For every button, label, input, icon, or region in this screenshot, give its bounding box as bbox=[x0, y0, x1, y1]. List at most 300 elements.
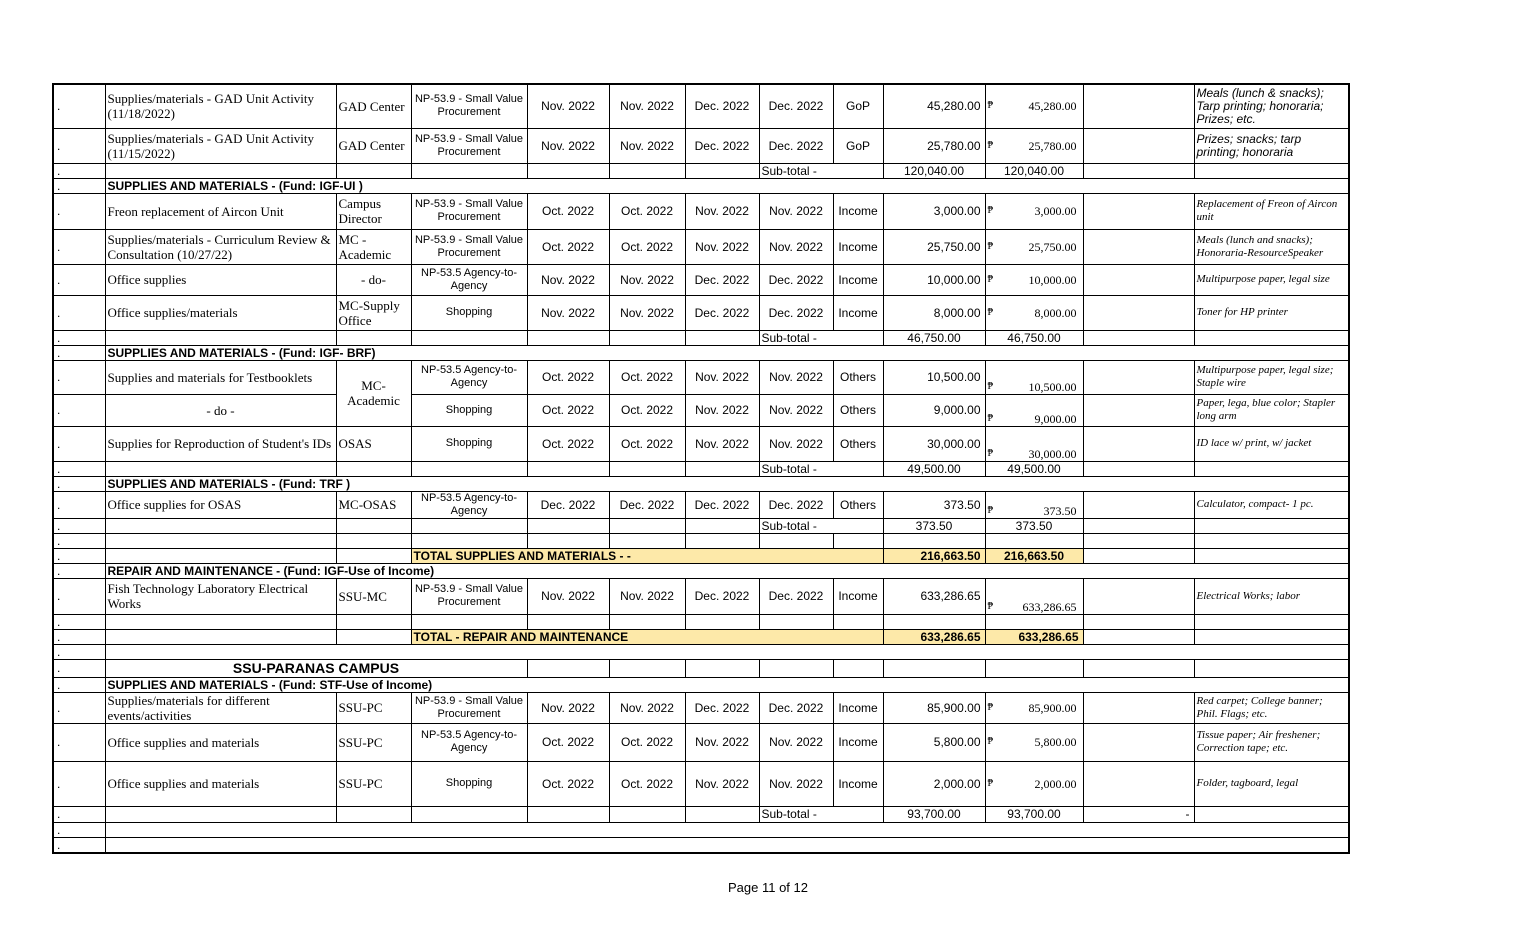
empty-cell bbox=[411, 533, 527, 548]
source-of-fund: GoP bbox=[833, 84, 883, 128]
peso-amount-cell bbox=[985, 394, 1083, 426]
empty-cell bbox=[411, 806, 527, 822]
empty-cell bbox=[985, 659, 1083, 677]
table-row bbox=[53, 761, 1349, 806]
row-marker: . bbox=[53, 345, 105, 360]
peso-sign: ₱ bbox=[987, 205, 994, 216]
row-marker: . bbox=[53, 761, 105, 806]
item-description: Office supplies bbox=[105, 264, 336, 295]
row-marker: . bbox=[53, 491, 105, 518]
peso-amount-cell bbox=[985, 295, 1083, 330]
estimated-budget: 2,000.00 bbox=[883, 761, 985, 806]
date-award: Dec. 2022 bbox=[685, 128, 759, 163]
section-heading: REPAIR AND MAINTENANCE - (Fund: IGF-Use of Income) bbox=[105, 563, 1349, 578]
empty-cell bbox=[527, 659, 609, 677]
date-ads-post: Oct. 2022 bbox=[527, 193, 609, 229]
date-contract: Dec. 2022 bbox=[759, 295, 833, 330]
empty-cell bbox=[411, 461, 527, 476]
empty-cell bbox=[527, 614, 609, 629]
row-marker: . bbox=[53, 360, 105, 394]
total-peso: 216,663.50 bbox=[985, 548, 1083, 563]
empty-cell bbox=[1083, 193, 1194, 229]
row-marker: . bbox=[53, 614, 105, 629]
date-contract: Nov. 2022 bbox=[759, 394, 833, 426]
date-contract: Dec. 2022 bbox=[759, 84, 833, 128]
row-marker: . bbox=[53, 163, 105, 178]
subtotal-amount: 93,700.00 bbox=[883, 806, 985, 822]
peso-amount: 5,800.00 bbox=[1034, 735, 1077, 749]
estimated-budget: 373.50 bbox=[883, 491, 985, 518]
date-contract: Dec. 2022 bbox=[759, 128, 833, 163]
peso-amount: 8,000.00 bbox=[1034, 305, 1077, 320]
empty-cell bbox=[527, 806, 609, 822]
empty-cell bbox=[759, 659, 833, 677]
empty-cell bbox=[1083, 394, 1194, 426]
empty-cell bbox=[1083, 659, 1194, 677]
table-body bbox=[53, 84, 1349, 853]
row-marker: . bbox=[53, 837, 105, 853]
source-of-fund: Income bbox=[833, 692, 883, 723]
row-marker: . bbox=[53, 295, 105, 330]
subtotal-amount: 373.50 bbox=[883, 518, 985, 533]
remarks: Tissue paper; Air freshener; Correction tape; etc. bbox=[1194, 723, 1349, 761]
row-marker: . bbox=[53, 677, 105, 692]
empty-cell bbox=[883, 659, 985, 677]
subtotal-label: Sub-total - bbox=[759, 330, 883, 345]
subtotal-extra bbox=[1083, 330, 1194, 345]
remarks: Meals (lunch and snacks); Honoraria-ResourceSpeaker bbox=[1194, 229, 1349, 264]
table-row bbox=[53, 128, 1349, 163]
peso-amount: 3,000.00 bbox=[1034, 204, 1077, 218]
date-award: Nov. 2022 bbox=[685, 761, 759, 806]
empty-cell bbox=[105, 806, 336, 822]
procurement-mode: Shopping bbox=[411, 394, 527, 426]
item-description: Supplies/materials for different events/activities bbox=[105, 692, 336, 723]
end-user-office: OSAS bbox=[336, 426, 411, 461]
source-of-fund: Income bbox=[833, 578, 883, 614]
peso-amount: 9,000.00 bbox=[1034, 411, 1077, 426]
subtotal-amount: 49,500.00 bbox=[883, 461, 985, 476]
peso-sign: ₱ bbox=[987, 736, 994, 747]
row-marker: . bbox=[53, 629, 105, 644]
item-description: Office supplies and materials bbox=[105, 723, 336, 761]
date-ads-post: Oct. 2022 bbox=[527, 723, 609, 761]
item-description: Supplies and materials for Testbooklets bbox=[105, 360, 336, 394]
table-row bbox=[53, 229, 1349, 264]
procurement-mode: Shopping bbox=[411, 426, 527, 461]
item-description: Supplies for Reproduction of Student's IDs bbox=[105, 426, 336, 461]
empty-cell bbox=[411, 614, 527, 629]
empty-cell bbox=[527, 533, 609, 548]
date-bid-opening: Nov. 2022 bbox=[609, 128, 685, 163]
peso-amount: 25,750.00 bbox=[1028, 239, 1077, 254]
empty-cell bbox=[527, 461, 609, 476]
end-user-office: SSU-PC bbox=[336, 723, 411, 761]
empty-cell bbox=[105, 644, 1349, 659]
estimated-budget: 25,780.00 bbox=[883, 128, 985, 163]
remarks: Multipurpose paper, legal size; Staple wire bbox=[1194, 360, 1349, 394]
empty-cell bbox=[685, 163, 759, 178]
date-ads-post: Nov. 2022 bbox=[527, 264, 609, 295]
section-heading: SUPPLIES AND MATERIALS - (Fund: TRF ) bbox=[105, 476, 1349, 491]
empty-cell bbox=[609, 330, 685, 345]
empty-cell bbox=[883, 533, 985, 548]
subtotal-amount: 46,750.00 bbox=[883, 330, 985, 345]
table-row bbox=[53, 394, 1349, 426]
subtotal-row bbox=[53, 461, 1349, 476]
date-contract: Dec. 2022 bbox=[759, 491, 833, 518]
remarks: Red carpet; College banner; Phil. Flags; etc. bbox=[1194, 692, 1349, 723]
source-of-fund: Others bbox=[833, 394, 883, 426]
subtotal-label: Sub-total - bbox=[759, 163, 883, 178]
empty-cell bbox=[609, 614, 685, 629]
subtotal-label: Sub-total - bbox=[759, 518, 883, 533]
empty-cell bbox=[105, 614, 336, 629]
peso-amount: 45,280.00 bbox=[1028, 99, 1077, 114]
row-marker: . bbox=[53, 461, 105, 476]
date-ads-post: Oct. 2022 bbox=[527, 426, 609, 461]
date-bid-opening: Oct. 2022 bbox=[609, 229, 685, 264]
row-marker: . bbox=[53, 548, 105, 563]
total-label: TOTAL - REPAIR AND MAINTENANCE bbox=[411, 629, 883, 644]
section-heading-row bbox=[53, 677, 1349, 692]
empty-cell bbox=[1194, 533, 1349, 548]
table-row bbox=[53, 193, 1349, 229]
empty-row bbox=[53, 644, 1349, 659]
date-ads-post: Nov. 2022 bbox=[527, 692, 609, 723]
subtotal-peso: 373.50 bbox=[985, 518, 1083, 533]
empty-cell bbox=[411, 163, 527, 178]
empty-cell bbox=[105, 518, 336, 533]
total-label: TOTAL SUPPLIES AND MATERIALS - - bbox=[411, 548, 883, 563]
empty-cell bbox=[1083, 548, 1194, 563]
date-award: Dec. 2022 bbox=[685, 578, 759, 614]
date-award: Nov. 2022 bbox=[685, 360, 759, 394]
table-row bbox=[53, 692, 1349, 723]
date-award: Dec. 2022 bbox=[685, 264, 759, 295]
empty-cell bbox=[685, 330, 759, 345]
end-user-office: SSU-PC bbox=[336, 761, 411, 806]
subtotal-extra bbox=[1083, 163, 1194, 178]
subtotal-amount: 120,040.00 bbox=[883, 163, 985, 178]
peso-amount-cell bbox=[985, 84, 1083, 128]
total-peso: 633,286.65 bbox=[985, 629, 1083, 644]
procurement-mode: NP-53.9 - Small Value Procurement bbox=[411, 692, 527, 723]
subtotal-label: Sub-total - bbox=[759, 806, 883, 822]
empty-cell bbox=[1194, 659, 1349, 677]
source-of-fund: Income bbox=[833, 295, 883, 330]
empty-cell bbox=[336, 163, 411, 178]
empty-cell bbox=[1083, 533, 1194, 548]
peso-sign: ₱ bbox=[987, 701, 994, 713]
row-marker: . bbox=[53, 518, 105, 533]
subtotal-extra bbox=[1083, 518, 1194, 533]
remarks: Folder, tagboard, legal bbox=[1194, 761, 1349, 806]
empty-cell bbox=[527, 163, 609, 178]
remarks: Calculator, compact- 1 pc. bbox=[1194, 491, 1349, 518]
estimated-budget: 45,280.00 bbox=[883, 84, 985, 128]
date-award: Nov. 2022 bbox=[685, 426, 759, 461]
item-description: Office supplies/materials bbox=[105, 295, 336, 330]
empty-cell bbox=[833, 614, 883, 629]
remarks: Toner for HP printer bbox=[1194, 295, 1349, 330]
date-ads-post: Oct. 2022 bbox=[527, 761, 609, 806]
source-of-fund: GoP bbox=[833, 128, 883, 163]
empty-cell bbox=[105, 330, 336, 345]
empty-cell bbox=[1083, 723, 1194, 761]
remarks: Electrical Works; labor bbox=[1194, 578, 1349, 614]
empty-cell bbox=[1083, 692, 1194, 723]
subtotal-peso: 46,750.00 bbox=[985, 330, 1083, 345]
item-description: Office supplies for OSAS bbox=[105, 491, 336, 518]
end-user-office: SSU-MC bbox=[336, 578, 411, 614]
procurement-mode: NP-53.5 Agency-to-Agency bbox=[411, 491, 527, 518]
section-heading-row bbox=[53, 563, 1349, 578]
row-marker: . bbox=[53, 822, 105, 837]
estimated-budget: 633,286.65 bbox=[883, 578, 985, 614]
source-of-fund: Income bbox=[833, 193, 883, 229]
end-user-office: - do- bbox=[336, 264, 411, 295]
date-contract: Nov. 2022 bbox=[759, 426, 833, 461]
section-heading-row bbox=[53, 476, 1349, 491]
empty-cell bbox=[685, 518, 759, 533]
empty-cell bbox=[883, 614, 985, 629]
procurement-mode: NP-53.9 - Small Value Procurement bbox=[411, 84, 527, 128]
procurement-mode: NP-53.9 - Small Value Procurement bbox=[411, 193, 527, 229]
table-row bbox=[53, 264, 1349, 295]
peso-amount-cell bbox=[985, 692, 1083, 723]
item-description: Supplies/materials - Curriculum Review & Consultation (10/27/22) bbox=[105, 229, 336, 264]
date-ads-post: Dec. 2022 bbox=[527, 491, 609, 518]
blank-row bbox=[53, 614, 1349, 629]
empty-cell bbox=[1194, 806, 1349, 822]
peso-sign: ₱ bbox=[987, 777, 994, 789]
peso-sign: ₱ bbox=[987, 380, 994, 392]
empty-cell bbox=[105, 163, 336, 178]
end-user-office: GAD Center bbox=[336, 84, 411, 128]
date-contract: Nov. 2022 bbox=[759, 761, 833, 806]
row-marker: . bbox=[53, 178, 105, 193]
row-marker: . bbox=[53, 563, 105, 578]
empty-cell bbox=[685, 614, 759, 629]
empty-cell bbox=[759, 614, 833, 629]
end-user-office: MC- Academic bbox=[336, 360, 411, 426]
blank-row bbox=[53, 533, 1349, 548]
total-amount: 633,286.65 bbox=[883, 629, 985, 644]
subtotal-row bbox=[53, 518, 1349, 533]
empty-cell bbox=[336, 614, 411, 629]
peso-amount-cell bbox=[985, 723, 1083, 761]
procurement-mode: NP-53.9 - Small Value Procurement bbox=[411, 229, 527, 264]
empty-cell bbox=[1083, 295, 1194, 330]
empty-cell bbox=[985, 533, 1083, 548]
peso-sign: ₱ bbox=[987, 240, 994, 252]
procurement-plan-table bbox=[52, 83, 1350, 854]
estimated-budget: 25,750.00 bbox=[883, 229, 985, 264]
peso-sign: ₱ bbox=[987, 412, 994, 424]
estimated-budget: 30,000.00 bbox=[883, 426, 985, 461]
total-row bbox=[53, 548, 1349, 563]
peso-amount: 30,000.00 bbox=[1028, 446, 1077, 461]
empty-cell bbox=[1194, 614, 1349, 629]
date-bid-opening: Dec. 2022 bbox=[609, 491, 685, 518]
remarks: Paper, lega, blue color; Stapler long arm bbox=[1194, 394, 1349, 426]
empty-cell bbox=[105, 837, 1349, 853]
row-marker: . bbox=[53, 426, 105, 461]
empty-cell bbox=[527, 330, 609, 345]
peso-amount: 10,500.00 bbox=[1028, 379, 1077, 394]
peso-sign: ₱ bbox=[987, 600, 994, 612]
end-user-office: MC-OSAS bbox=[336, 491, 411, 518]
section-heading-row bbox=[53, 345, 1349, 360]
source-of-fund: Income bbox=[833, 229, 883, 264]
empty-cell bbox=[685, 806, 759, 822]
table-row bbox=[53, 723, 1349, 761]
empty-cell bbox=[685, 461, 759, 476]
date-contract: Dec. 2022 bbox=[759, 578, 833, 614]
date-bid-opening: Oct. 2022 bbox=[609, 193, 685, 229]
peso-sign: ₱ bbox=[987, 139, 994, 151]
empty-cell bbox=[336, 548, 411, 563]
peso-amount-cell bbox=[985, 578, 1083, 614]
table-row bbox=[53, 84, 1349, 128]
empty-cell bbox=[105, 629, 336, 644]
date-award: Dec. 2022 bbox=[685, 295, 759, 330]
page-footer: Page 11 of 12 bbox=[728, 880, 808, 895]
peso-amount-cell bbox=[985, 128, 1083, 163]
date-award: Dec. 2022 bbox=[685, 692, 759, 723]
date-bid-opening: Oct. 2022 bbox=[609, 426, 685, 461]
row-marker: . bbox=[53, 806, 105, 822]
item-description: Fish Technology Laboratory Electrical Works bbox=[105, 578, 336, 614]
row-marker: . bbox=[53, 394, 105, 426]
empty-cell bbox=[1083, 229, 1194, 264]
total-row bbox=[53, 629, 1349, 644]
estimated-budget: 85,900.00 bbox=[883, 692, 985, 723]
date-contract: Dec. 2022 bbox=[759, 692, 833, 723]
row-marker: . bbox=[53, 476, 105, 491]
peso-amount-cell bbox=[985, 229, 1083, 264]
end-user-office: SSU-PC bbox=[336, 692, 411, 723]
subtotal-peso: 93,700.00 bbox=[985, 806, 1083, 822]
table-row bbox=[53, 426, 1349, 461]
source-of-fund: Others bbox=[833, 426, 883, 461]
subtotal-row bbox=[53, 163, 1349, 178]
date-bid-opening: Nov. 2022 bbox=[609, 578, 685, 614]
estimated-budget: 8,000.00 bbox=[883, 295, 985, 330]
procurement-mode: NP-53.5 Agency-to-Agency bbox=[411, 264, 527, 295]
date-ads-post: Oct. 2022 bbox=[527, 394, 609, 426]
date-ads-post: Nov. 2022 bbox=[527, 578, 609, 614]
peso-amount: 633,286.65 bbox=[1022, 599, 1077, 614]
peso-amount-cell bbox=[985, 426, 1083, 461]
date-contract: Dec. 2022 bbox=[759, 264, 833, 295]
subtotal-row bbox=[53, 806, 1349, 822]
empty-cell bbox=[685, 659, 759, 677]
date-award: Dec. 2022 bbox=[685, 491, 759, 518]
empty-cell bbox=[105, 822, 1349, 837]
row-marker: . bbox=[53, 84, 105, 128]
empty-cell bbox=[105, 461, 336, 476]
empty-cell bbox=[1194, 629, 1349, 644]
empty-cell bbox=[105, 548, 336, 563]
date-bid-opening: Nov. 2022 bbox=[609, 84, 685, 128]
remarks: Multipurpose paper, legal size bbox=[1194, 264, 1349, 295]
empty-cell bbox=[1083, 128, 1194, 163]
date-award: Dec. 2022 bbox=[685, 84, 759, 128]
date-ads-post: Oct. 2022 bbox=[527, 229, 609, 264]
peso-amount: 25,780.00 bbox=[1028, 138, 1077, 153]
date-bid-opening: Oct. 2022 bbox=[609, 360, 685, 394]
remarks: Prizes; snacks; tarp printing; honoraria bbox=[1194, 128, 1349, 163]
date-bid-opening: Oct. 2022 bbox=[609, 723, 685, 761]
peso-sign: ₱ bbox=[987, 273, 994, 285]
empty-row bbox=[53, 822, 1349, 837]
estimated-budget: 3,000.00 bbox=[883, 193, 985, 229]
date-contract: Nov. 2022 bbox=[759, 360, 833, 394]
source-of-fund: Income bbox=[833, 264, 883, 295]
end-user-office: MC - Academic bbox=[336, 229, 411, 264]
empty-cell bbox=[527, 518, 609, 533]
empty-cell bbox=[609, 163, 685, 178]
remarks: ID lace w/ print, w/ jacket bbox=[1194, 426, 1349, 461]
subtotal-label: Sub-total - bbox=[759, 461, 883, 476]
empty-row bbox=[53, 837, 1349, 853]
empty-cell bbox=[1083, 360, 1194, 394]
date-bid-opening: Oct. 2022 bbox=[609, 394, 685, 426]
table-row bbox=[53, 491, 1349, 518]
peso-amount: 85,900.00 bbox=[1028, 700, 1077, 715]
date-award: Nov. 2022 bbox=[685, 229, 759, 264]
estimated-budget: 5,800.00 bbox=[883, 723, 985, 761]
section-heading-row bbox=[53, 178, 1349, 193]
date-bid-opening: Oct. 2022 bbox=[609, 761, 685, 806]
campus-heading-row bbox=[53, 659, 1349, 677]
empty-cell bbox=[609, 518, 685, 533]
subtotal-extra: - bbox=[1083, 806, 1194, 822]
row-marker: . bbox=[53, 533, 105, 548]
section-heading: SUPPLIES AND MATERIALS - (Fund: STF-Use of Income) bbox=[105, 677, 1349, 692]
row-marker: . bbox=[53, 644, 105, 659]
campus-heading: SSU-PARANAS CAMPUS bbox=[105, 659, 527, 677]
empty-cell bbox=[1194, 461, 1349, 476]
peso-sign: ₱ bbox=[987, 100, 994, 112]
empty-cell bbox=[1194, 163, 1349, 178]
empty-cell bbox=[1083, 426, 1194, 461]
end-user-office: GAD Center bbox=[336, 128, 411, 163]
estimated-budget: 10,500.00 bbox=[883, 360, 985, 394]
empty-cell bbox=[336, 533, 411, 548]
empty-cell bbox=[1083, 761, 1194, 806]
peso-amount: 373.50 bbox=[1043, 503, 1077, 518]
row-marker: . bbox=[53, 330, 105, 345]
section-heading: SUPPLIES AND MATERIALS - (Fund: IGF- BRF) bbox=[105, 345, 1349, 360]
item-description: Supplies/materials - GAD Unit Activity (11/15/2022) bbox=[105, 128, 336, 163]
remarks: Replacement of Freon of Aircon unit bbox=[1194, 193, 1349, 229]
procurement-mode: NP-53.5 Agency-to-Agency bbox=[411, 360, 527, 394]
empty-cell bbox=[105, 533, 336, 548]
peso-amount-cell bbox=[985, 491, 1083, 518]
subtotal-extra bbox=[1083, 461, 1194, 476]
table-row bbox=[53, 295, 1349, 330]
procurement-mode: NP-53.5 Agency-to-Agency bbox=[411, 723, 527, 761]
item-description: - do - bbox=[105, 394, 336, 426]
table-row bbox=[53, 360, 1349, 394]
source-of-fund: Income bbox=[833, 761, 883, 806]
row-marker: . bbox=[53, 659, 105, 677]
item-description: Freon replacement of Aircon Unit bbox=[105, 193, 336, 229]
empty-cell bbox=[336, 461, 411, 476]
